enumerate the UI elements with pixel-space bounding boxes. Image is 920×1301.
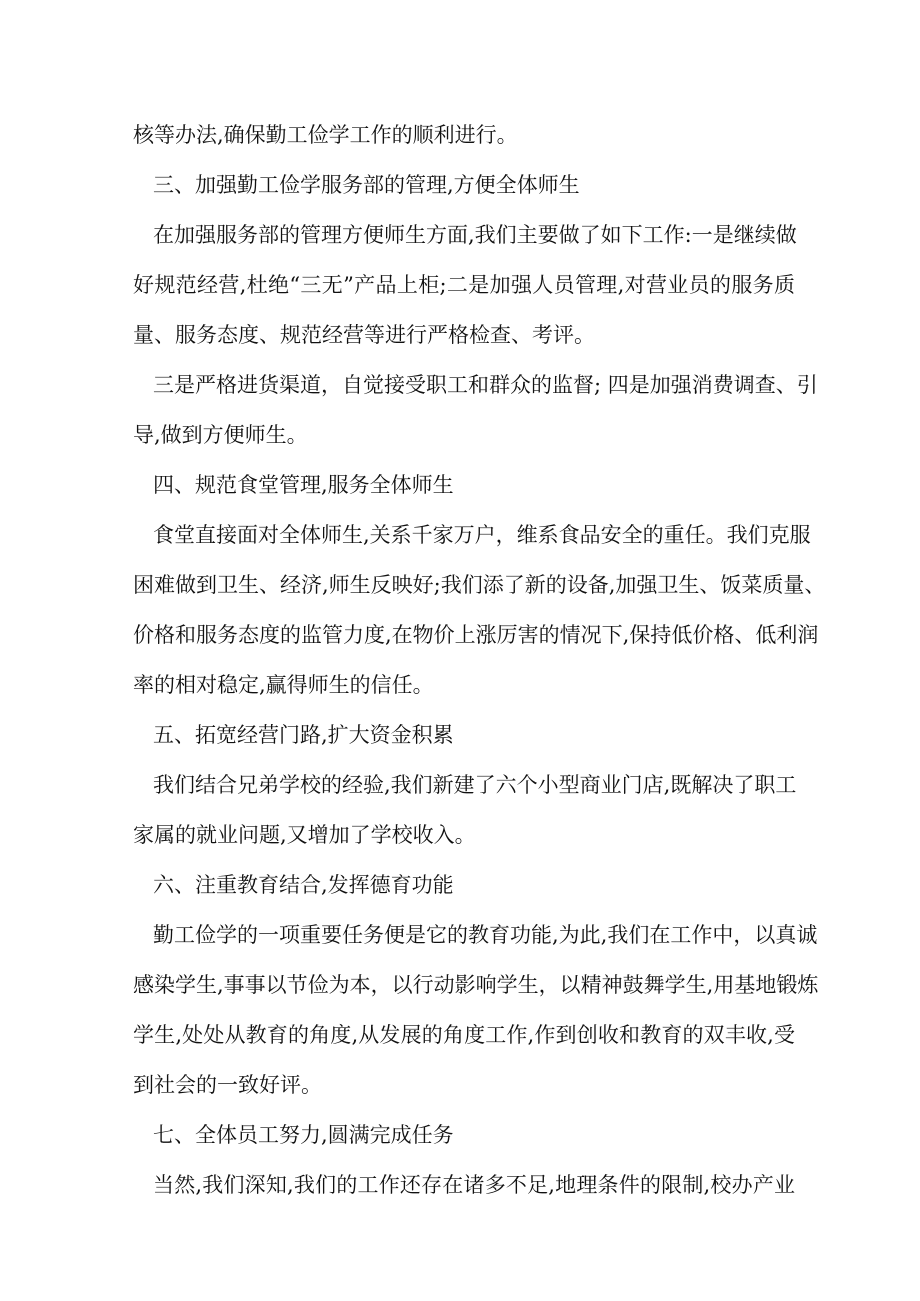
paragraph-line: 在加强服务部的管理方便师生方面,我们主要做了如下工作:一是继续做	[153, 223, 797, 247]
paragraph-line: 学生,处处从教育的角度,从发展的角度工作,作到创收和教育的双丰收,受	[133, 1023, 795, 1047]
section-heading-4: 四、规范食堂管理,服务全体师生	[153, 473, 454, 497]
paragraph-line: 感染学生,事事以节俭为本，以行动影响学生，以精神鼓舞学生,用基地锻炼	[133, 973, 819, 997]
paragraph-line: 价格和服务态度的监管力度,在物价上涨厉害的情况下,保持低价格、低利润	[133, 623, 819, 647]
paragraph-line: 勤工俭学的一项重要任务便是它的教育功能,为此,我们在工作中，以真诚	[153, 923, 818, 947]
paragraph-line: 困难做到卫生、经济,师生反映好;我们添了新的设备,加强卫生、饭菜质量、	[133, 573, 826, 597]
paragraph-line: 家属的就业问题,又增加了学校收入。	[133, 823, 476, 847]
section-heading-6: 六、注重教育结合,发挥德育功能	[153, 873, 454, 897]
paragraph-line: 导,做到方便师生。	[133, 423, 308, 447]
paragraph-line: 三是严格进货渠道，自觉接受职工和群众的监督; 四是加强消费调查、引	[153, 373, 818, 397]
section-heading-5: 五、拓宽经营门路,扩大资金积累	[153, 723, 454, 747]
paragraph-line: 食堂直接面对全体师生,关系千家万户，维系食品安全的重任。我们克服	[153, 523, 811, 547]
paragraph-line: 当然,我们深知,我们的工作还存在诸多不足,地理条件的限制,校办产业	[153, 1173, 795, 1197]
paragraph-continuation-line: 核等办法,确保勤工俭学工作的顺利进行。	[133, 123, 518, 147]
paragraph-line: 率的相对稳定,赢得师生的信任。	[133, 673, 434, 697]
paragraph-line: 我们结合兄弟学校的经验,我们新建了六个小型商业门店,既解决了职工	[153, 773, 797, 797]
paragraph-line: 量、服务态度、规范经营等进行严格检查、考评。	[133, 323, 595, 347]
paragraph-line: 到社会的一致好评。	[133, 1073, 322, 1097]
section-heading-3: 三、加强勤工俭学服务部的管理,方便全体师生	[153, 173, 580, 197]
paragraph-line: 好规范经营,杜绝“三无”产品上柜;二是加强人员管理,对营业员的服务质	[133, 273, 795, 297]
section-heading-7: 七、全体员工努力,圆满完成任务	[153, 1123, 454, 1147]
